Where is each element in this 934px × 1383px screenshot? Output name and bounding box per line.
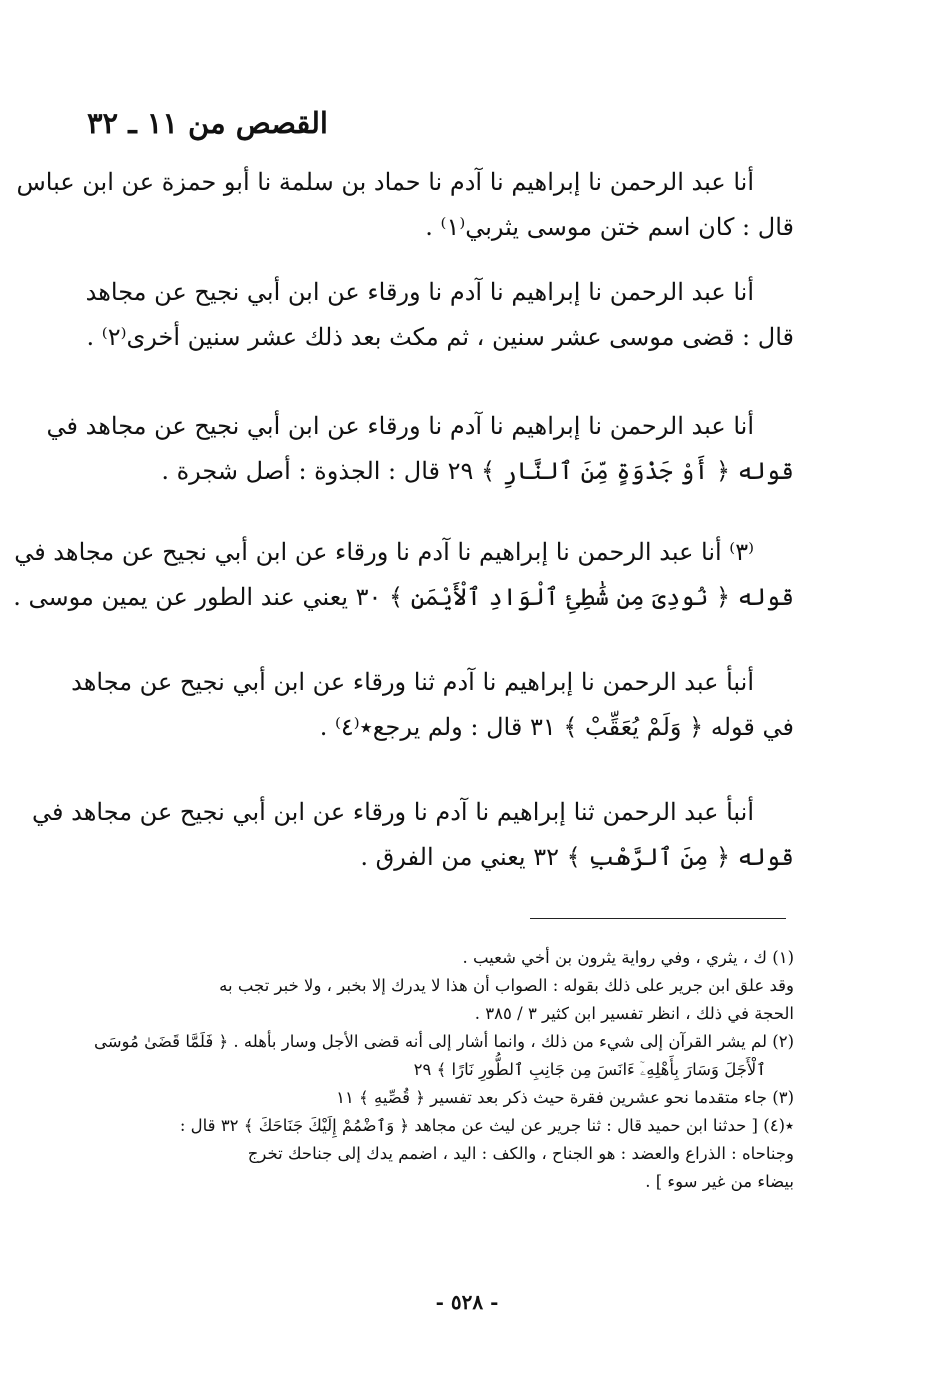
page-title: القصص من ١١ ـ ٣٢ xyxy=(86,106,328,140)
footnote-divider xyxy=(530,918,786,919)
paragraph-line: في قوله ﴿ وَلَمْ يُعَقِّبْ ﴾ ٣١ قال : ولم يرجع٭⁽٤⁾ . xyxy=(319,713,794,741)
page-number: - ٥٢٨ - xyxy=(435,1290,499,1314)
paragraph-line: قال : قضى موسى عشر سنين ، ثم مكث بعد ذلك عشر سنين أخرى⁽٢⁾ . xyxy=(86,323,794,351)
footnote-2-line: (٢) لم يشر القرآن إلى شيء من ذلك ، وانما أشار إلى أنه قضى الأجل وسار بأهله . ﴿ فَلَمَّا قَضَىٰ مُوسَى xyxy=(93,1032,794,1051)
paragraph-line: أنبأ عبد الرحمن نا إبراهيم نا آدم ثنا ورقاء عن ابن أبي نجيح عن مجاهد xyxy=(71,668,754,696)
paragraph-line: أنا عبد الرحمن نا إبراهيم نا آدم نا حماد بن سلمة نا أبو حمزة عن ابن عباس xyxy=(16,168,754,196)
footnote-3-line: (٣) جاء متقدما نحو عشرين فقرة حيث ذكر بعد تفسير ﴿ قُصِّيهِ ﴾ ١١ xyxy=(336,1088,794,1107)
paragraph-5 xyxy=(71,660,794,750)
footnote-4-line: وجناحاه : الذراع والعضد : هو الجناح ، والكف : اليد ، اضمم يدك إلى جناحك تخرج xyxy=(247,1144,794,1163)
paragraph-line: قال : كان اسم ختن موسى يثربي⁽١⁾ . xyxy=(425,213,794,241)
paragraph-2 xyxy=(85,270,794,360)
footnote-1-line: الحجة في ذلك ، انظر تفسير ابن كثير ٣ / ٣٨٥ . xyxy=(474,1004,794,1023)
paragraph-line: أنا عبد الرحمن نا إبراهيم نا آدم نا ورقاء عن ابن أبي نجيح عن مجاهد في xyxy=(46,412,754,440)
paragraph-line: أنبأ عبد الرحمن ثنا إبراهيم نا آدم نا ورقاء عن ابن أبي نجيح عن مجاهد في xyxy=(32,798,754,826)
paragraph-4 xyxy=(13,530,794,620)
paragraph-3 xyxy=(46,404,794,494)
footnote-2-line: ٱلْأَجَلَ وَسَارَ بِأَهْلِهِۦٓ ءَانَسَ مِن جَانِبِ ٱلطُّورِ نَارًا ﴾ ٢٩ xyxy=(413,1060,766,1079)
footnote-1-line: (١) ك ، يثري ، وفي رواية يثرون بن أخي شعيب . xyxy=(462,948,794,967)
paragraph-line: أنا عبد الرحمن نا إبراهيم نا آدم نا ورقاء عن ابن أبي نجيح عن مجاهد xyxy=(85,278,754,306)
paragraph-line: قوله ﴿ أَوْ جَذْوَةٍ مِّنَ ٱلنَّارِ ﴾ ٢٩ قال : الجذوة : أصل شجرة . xyxy=(161,457,794,485)
footnote-4-line: ٭(٤) [ حدثنا ابن حميد قال : ثنا جرير عن ليث عن مجاهد ﴿ وَٱضْمُمْ إِلَيْكَ جَنَاحَكَ ﴾ ٣٢ قال : xyxy=(179,1116,794,1135)
footnote-4-line: بيضاء من غير سوء ] . xyxy=(645,1172,794,1191)
paragraph-6 xyxy=(32,790,794,880)
paragraph-line: ⁽٣⁾ أنا عبد الرحمن نا إبراهيم نا آدم نا ورقاء عن ابن أبي نجيح عن مجاهد في xyxy=(14,538,754,566)
footnote-1-line: وقد علق ابن جرير على ذلك بقوله : الصواب أن هذا لا يدرك إلا بخبر ، ولا خبر تجب به xyxy=(219,976,794,995)
footnotes xyxy=(94,944,794,1196)
paragraph-line: قوله ﴿ مِنَ ٱلرَّهْبِ ﴾ ٣٢ يعني من الفرق . xyxy=(360,843,794,871)
paragraph-line: قوله ﴿ نُودِىَ مِن شَٰطِئِ ٱلْوَادِ ٱلْأَيْمَنِ ﴾ ٣٠ يعني عند الطور عن يمين موسى . xyxy=(13,583,794,611)
paragraph-1 xyxy=(16,160,794,250)
